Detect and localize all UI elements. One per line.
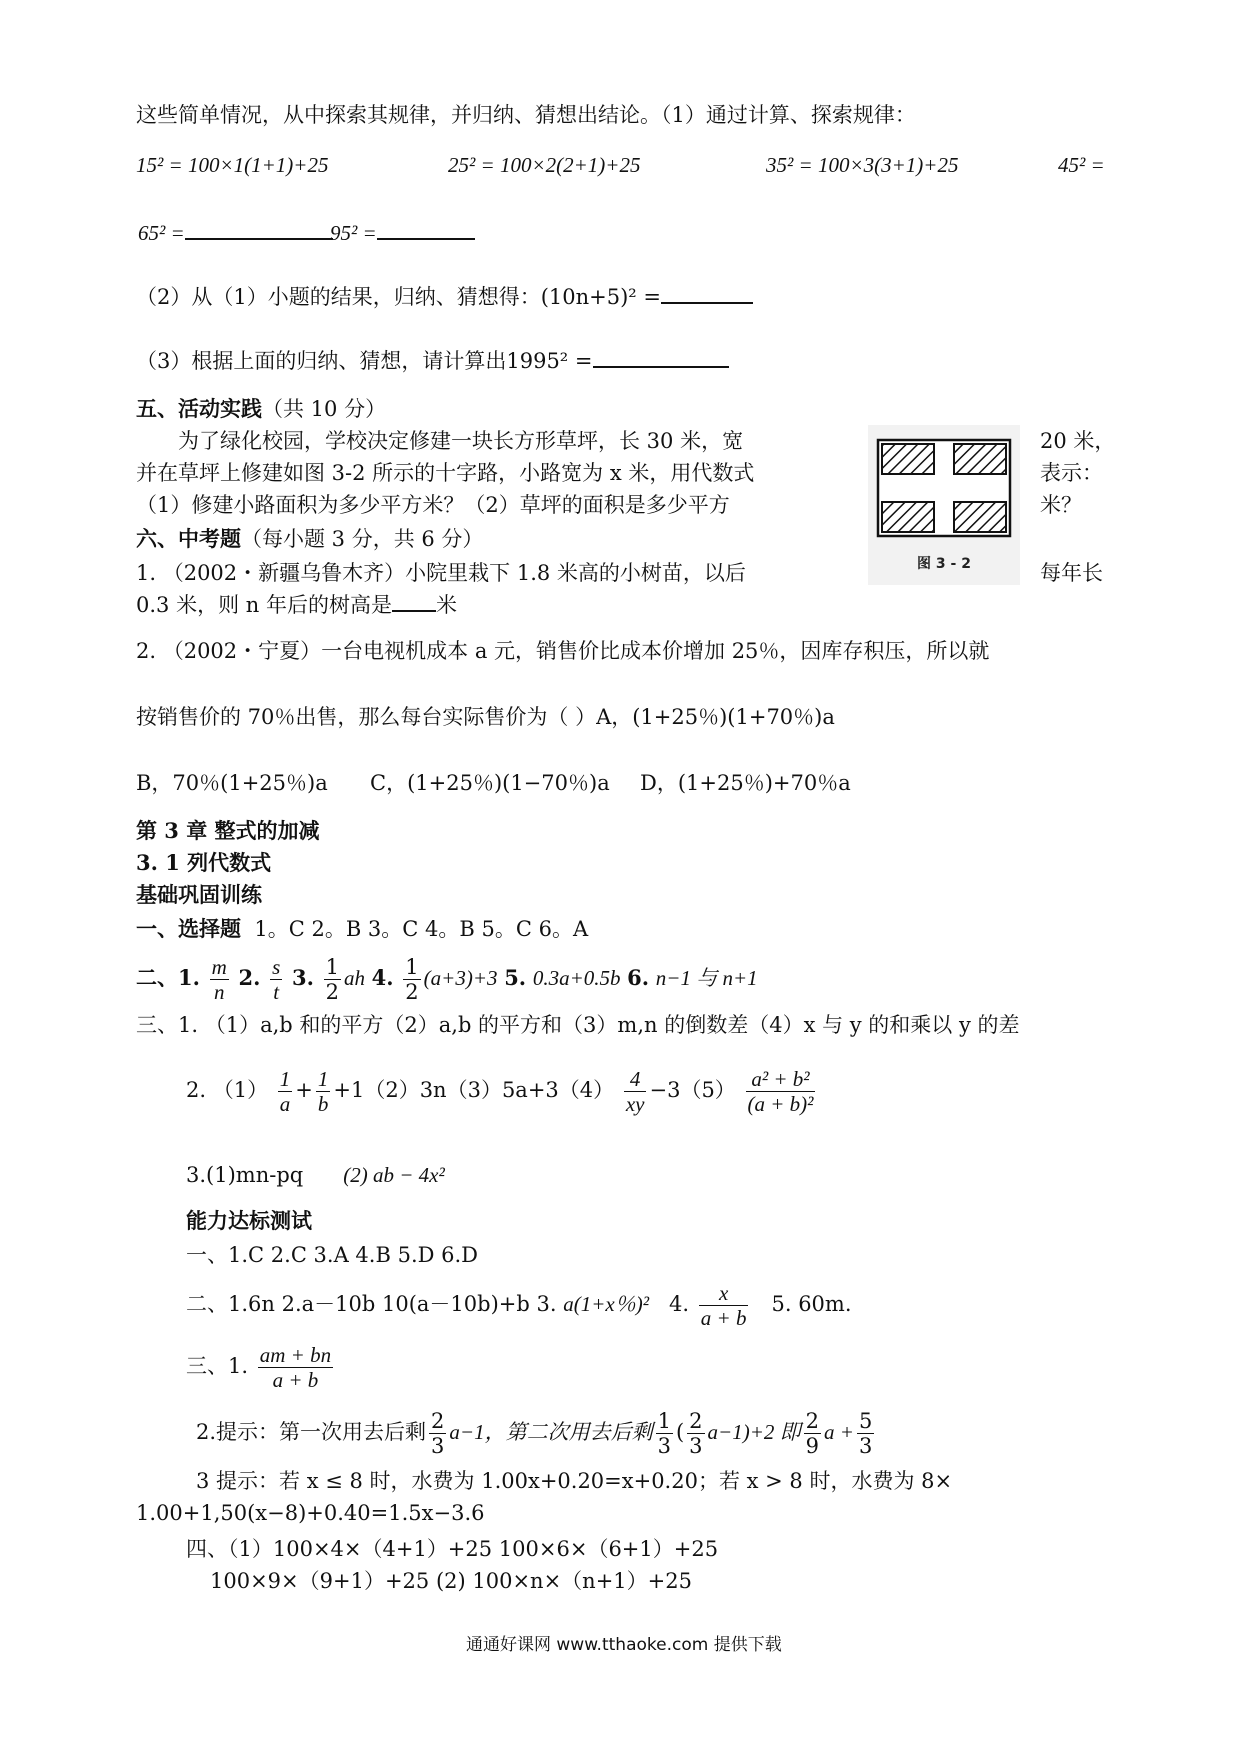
ability-part-2-prefix: 二、1.6n 2.a－10b 10(a－10b)+b 3. [186, 1292, 557, 1316]
frac-den: (a + b)² [747, 1092, 814, 1116]
fraction-x-over-a-plus-b [699, 1281, 749, 1330]
frac-num: 1 [317, 1067, 329, 1091]
fraction-1-3 [656, 1409, 673, 1458]
section-6-q2-option-d: D，(1+25％)+70％a [640, 771, 851, 795]
answer-blank-q3[interactable] [593, 348, 729, 368]
section-6-q2-line-1: 2. （2002・宁夏）一台电视机成本 a 元，销售价比成本价增加 25％，因库存积压，所以就 [136, 639, 990, 663]
section-6-score: （每小题 3 分，共 6 分） [241, 527, 484, 551]
question-2-text: （2）从（1）小题的结果，归纳、猜想得：(10n+5)² = [136, 285, 661, 309]
ability-part-3-1 [186, 1338, 336, 1394]
ability-part-3-prefix: 三、1. [186, 1354, 249, 1378]
fraction-s-over-t [270, 955, 282, 1004]
item-number: 5. [504, 965, 527, 990]
ability-part-1: 一、1.C 2.C 3.A 4.B 5.D 6.D [186, 1243, 479, 1267]
answers-part-2-label: 二、1. [136, 965, 200, 990]
fraction-4-over-xy [624, 1067, 647, 1116]
frac-den: 2 [325, 980, 339, 1004]
lawn-top-right [954, 444, 1006, 474]
question-2 [136, 282, 753, 312]
section-5-title: 五、活动实践 [136, 396, 262, 421]
answers-part-3-line-2 [186, 1060, 818, 1120]
frac-den: 3 [657, 1434, 671, 1458]
frac-num: s [272, 955, 281, 979]
section-6-q1-unit: 米 [435, 593, 457, 617]
frac-num: 2 [689, 1409, 703, 1433]
fraction-2-3b [687, 1409, 704, 1458]
ability-part-3-3-line-1: 3 提示：若 x ≤ 8 时，水费为 1.00x+0.20=x+0.20；若 x > 8 时，水费为 8× [196, 1469, 953, 1493]
frac-den: xy [625, 1092, 645, 1116]
answer-blank-65[interactable] [185, 220, 333, 240]
frac-num: 1 [279, 1067, 291, 1091]
part-3-2-middle: +1（2）3n（3）5a+3（4） [333, 1078, 615, 1102]
fraction-squares [746, 1067, 816, 1116]
fraction-1-over-b [316, 1067, 331, 1116]
frac-num: 4 [624, 1067, 647, 1092]
answer-blank-tree-height[interactable] [392, 592, 436, 612]
part-3-3-a: 3.(1)mn-pq [186, 1163, 304, 1187]
square-65-label: 65² = [138, 221, 185, 245]
section-6-q1-line-2 [136, 590, 457, 620]
section-6-q2-option-b: B，70％(1+25％)a [136, 771, 328, 795]
answers-part-1 [136, 914, 588, 944]
answer-blank-q2[interactable] [661, 284, 753, 304]
lawn-bottom-right [954, 502, 1006, 532]
hint-2-t4: a + [824, 1420, 854, 1444]
section-6-title: 六、中考题 [136, 526, 241, 551]
ability-part-2 [186, 1276, 852, 1332]
section-5-line-1: 为了绿化校园，学校决定修建一块长方形草坪，长 30 米，宽 [178, 429, 744, 453]
fraction-m-over-n [210, 955, 229, 1004]
section-6-q2-line-2: 按销售价的 70％出售，那么每台实际售价为（ ）A，(1+25％)(1+70％)a [136, 705, 835, 729]
hint-2-t2: ( [675, 1420, 685, 1444]
frac-num: a² + b² [746, 1067, 816, 1092]
intro-text: 这些简单情况，从中探索其规律，并归纳、猜想出结论。（1）通过计算、探索规律： [136, 103, 916, 127]
term-5: 0.3a+0.5b [532, 966, 621, 990]
frac-num: x [699, 1281, 749, 1306]
item-number: 4. [371, 965, 394, 990]
section-5-score: （共 10 分） [262, 397, 387, 421]
cross-road-diagram [868, 425, 1020, 585]
frac-den: 3 [858, 1434, 873, 1458]
lawn-bottom-left [882, 502, 934, 532]
frac-den: 9 [805, 1434, 820, 1458]
section-6-q1-line-1: 1. （2002・新疆乌鲁木齐）小院里栽下 1.8 米高的小树苗，以后 [136, 561, 746, 585]
hint-2-t3: a−1)+2 即 [707, 1420, 801, 1444]
item-number: 3. [291, 965, 314, 990]
frac-num: 2 [431, 1409, 445, 1433]
question-3-text: （3）根据上面的归纳、猜想，请计算出1995² = [136, 349, 593, 373]
part-3-2-after: −3（5） [649, 1078, 736, 1102]
section-5-line-3: （1）修建小路面积为多少平方米？（2）草坪的面积是多少平方 [136, 493, 730, 517]
ability-part-4-line-2: 100×9×（9+1）+25 (2) 100×n×（n+1）+25 [210, 1569, 692, 1593]
section-6-heading [136, 524, 483, 554]
frac-num: m [211, 955, 227, 979]
answers-part-3-line-1: 三、1. （1）a,b 和的平方（2）a,b 的平方和（3）m,n 的倒数差（4）x 与 y 的和乘以 y 的差 [136, 1013, 1020, 1037]
frac-num: 1 [657, 1409, 671, 1433]
section-6-q1-right: 每年长 [1040, 561, 1103, 585]
square-eq-25: 25² = 100×2(2+1)+25 [448, 153, 641, 177]
ability-part-3-2 [196, 1404, 877, 1460]
frac-num: 1 [325, 955, 339, 979]
answers-part-3-line-3 [186, 1160, 445, 1190]
term-ah: ah [343, 966, 365, 990]
frac-den: a + b [700, 1306, 747, 1330]
figure-3-2 [868, 425, 1020, 585]
frac-num: 2 [805, 1409, 820, 1433]
ability-part-2-num4: 4. [669, 1292, 690, 1316]
chapter-title: 第 3 章 整式的加减 [136, 818, 320, 843]
answers-part-2 [136, 950, 758, 1006]
frac-den: a + b [272, 1368, 319, 1392]
ability-part-2-num5: 5. 60m. [771, 1292, 852, 1316]
plus-sign: + [295, 1078, 313, 1102]
question-3 [136, 346, 729, 376]
item-number: 2. [238, 965, 261, 990]
frac-num: am + bn [259, 1343, 332, 1367]
hint-2-prefix: 2.提示：第一次用去后剩 [196, 1420, 427, 1444]
frac-den: a [279, 1092, 291, 1116]
square-eq-65 [138, 218, 333, 248]
section-6-q2-option-c: C，(1+25％)(1−70％)a [370, 771, 610, 795]
part-3-2-prefix: 2. （1） [186, 1078, 269, 1102]
ability-part-4-line-1: 四、（1）100×4×（4+1）+25 100×6×（6+1）+25 [186, 1537, 719, 1561]
term-a-plus-3: (a+3)+3 [423, 966, 498, 990]
fraction-5-3 [857, 1409, 874, 1458]
fraction-2-9 [804, 1409, 821, 1458]
frac-den: 3 [689, 1434, 703, 1458]
ability-part-3-3-line-2: 1.00+1,50(x−8)+0.40=1.5x−3.6 [136, 1501, 485, 1525]
frac-num: 5 [858, 1409, 873, 1433]
term-6: n−1 与 n+1 [655, 966, 758, 990]
square-eq-15: 15² = 100×1(1+1)+25 [136, 153, 329, 177]
subsection-title: 基础巩固训练 [136, 882, 262, 907]
section-6-q1-text: 0.3 米，则 n 年后的树高是 [136, 593, 392, 617]
section-5-line-2: 并在草坪上修建如图 3-2 所示的十字路，小路宽为 x 米，用代数式 [136, 461, 755, 485]
fraction-am-bn [258, 1343, 333, 1392]
hint-2-t1: a−1，第二次用去后剩 [449, 1420, 653, 1444]
part-3-3-b: (2) ab − 4x² [343, 1163, 445, 1187]
square-eq-45: 45² = [1058, 153, 1105, 177]
fraction-half [403, 955, 420, 1004]
ability-title: 能力达标测试 [186, 1208, 312, 1233]
item-number: 6. [627, 965, 650, 990]
answers-part-1-text: 1。C 2。B 3。C 4。B 5。C 6。A [254, 917, 589, 941]
square-95-label: 95² = [330, 221, 377, 245]
answers-part-1-label: 一、选择题 [136, 916, 241, 941]
section-5-line-2-right: 表示： [1040, 461, 1103, 485]
frac-den: 2 [405, 980, 419, 1004]
fraction-half [324, 955, 341, 1004]
ability-part-2-expr: a(1+x％)² [563, 1292, 650, 1316]
frac-den: t [273, 980, 280, 1004]
frac-den: b [317, 1092, 329, 1116]
lawn-top-left [882, 444, 934, 474]
square-eq-35: 35² = 100×3(3+1)+25 [766, 153, 959, 177]
page-footer: 通通好课网 www.tthaoke.com 提供下载 [466, 1635, 782, 1655]
frac-den: n [213, 980, 225, 1004]
section-5-heading [136, 394, 386, 424]
square-eq-95 [330, 218, 475, 248]
frac-num: 1 [405, 955, 419, 979]
answer-blank-95[interactable] [377, 220, 475, 240]
section-title: 3. 1 列代数式 [136, 850, 272, 875]
frac-den: 3 [431, 1434, 445, 1458]
section-5-line-1-right: 20 米， [1040, 429, 1116, 453]
section-5-line-3-right: 米？ [1040, 493, 1082, 517]
fraction-2-3 [429, 1409, 446, 1458]
fraction-1-over-a [278, 1067, 293, 1116]
figure-caption: 图 3 - 2 [917, 556, 971, 572]
